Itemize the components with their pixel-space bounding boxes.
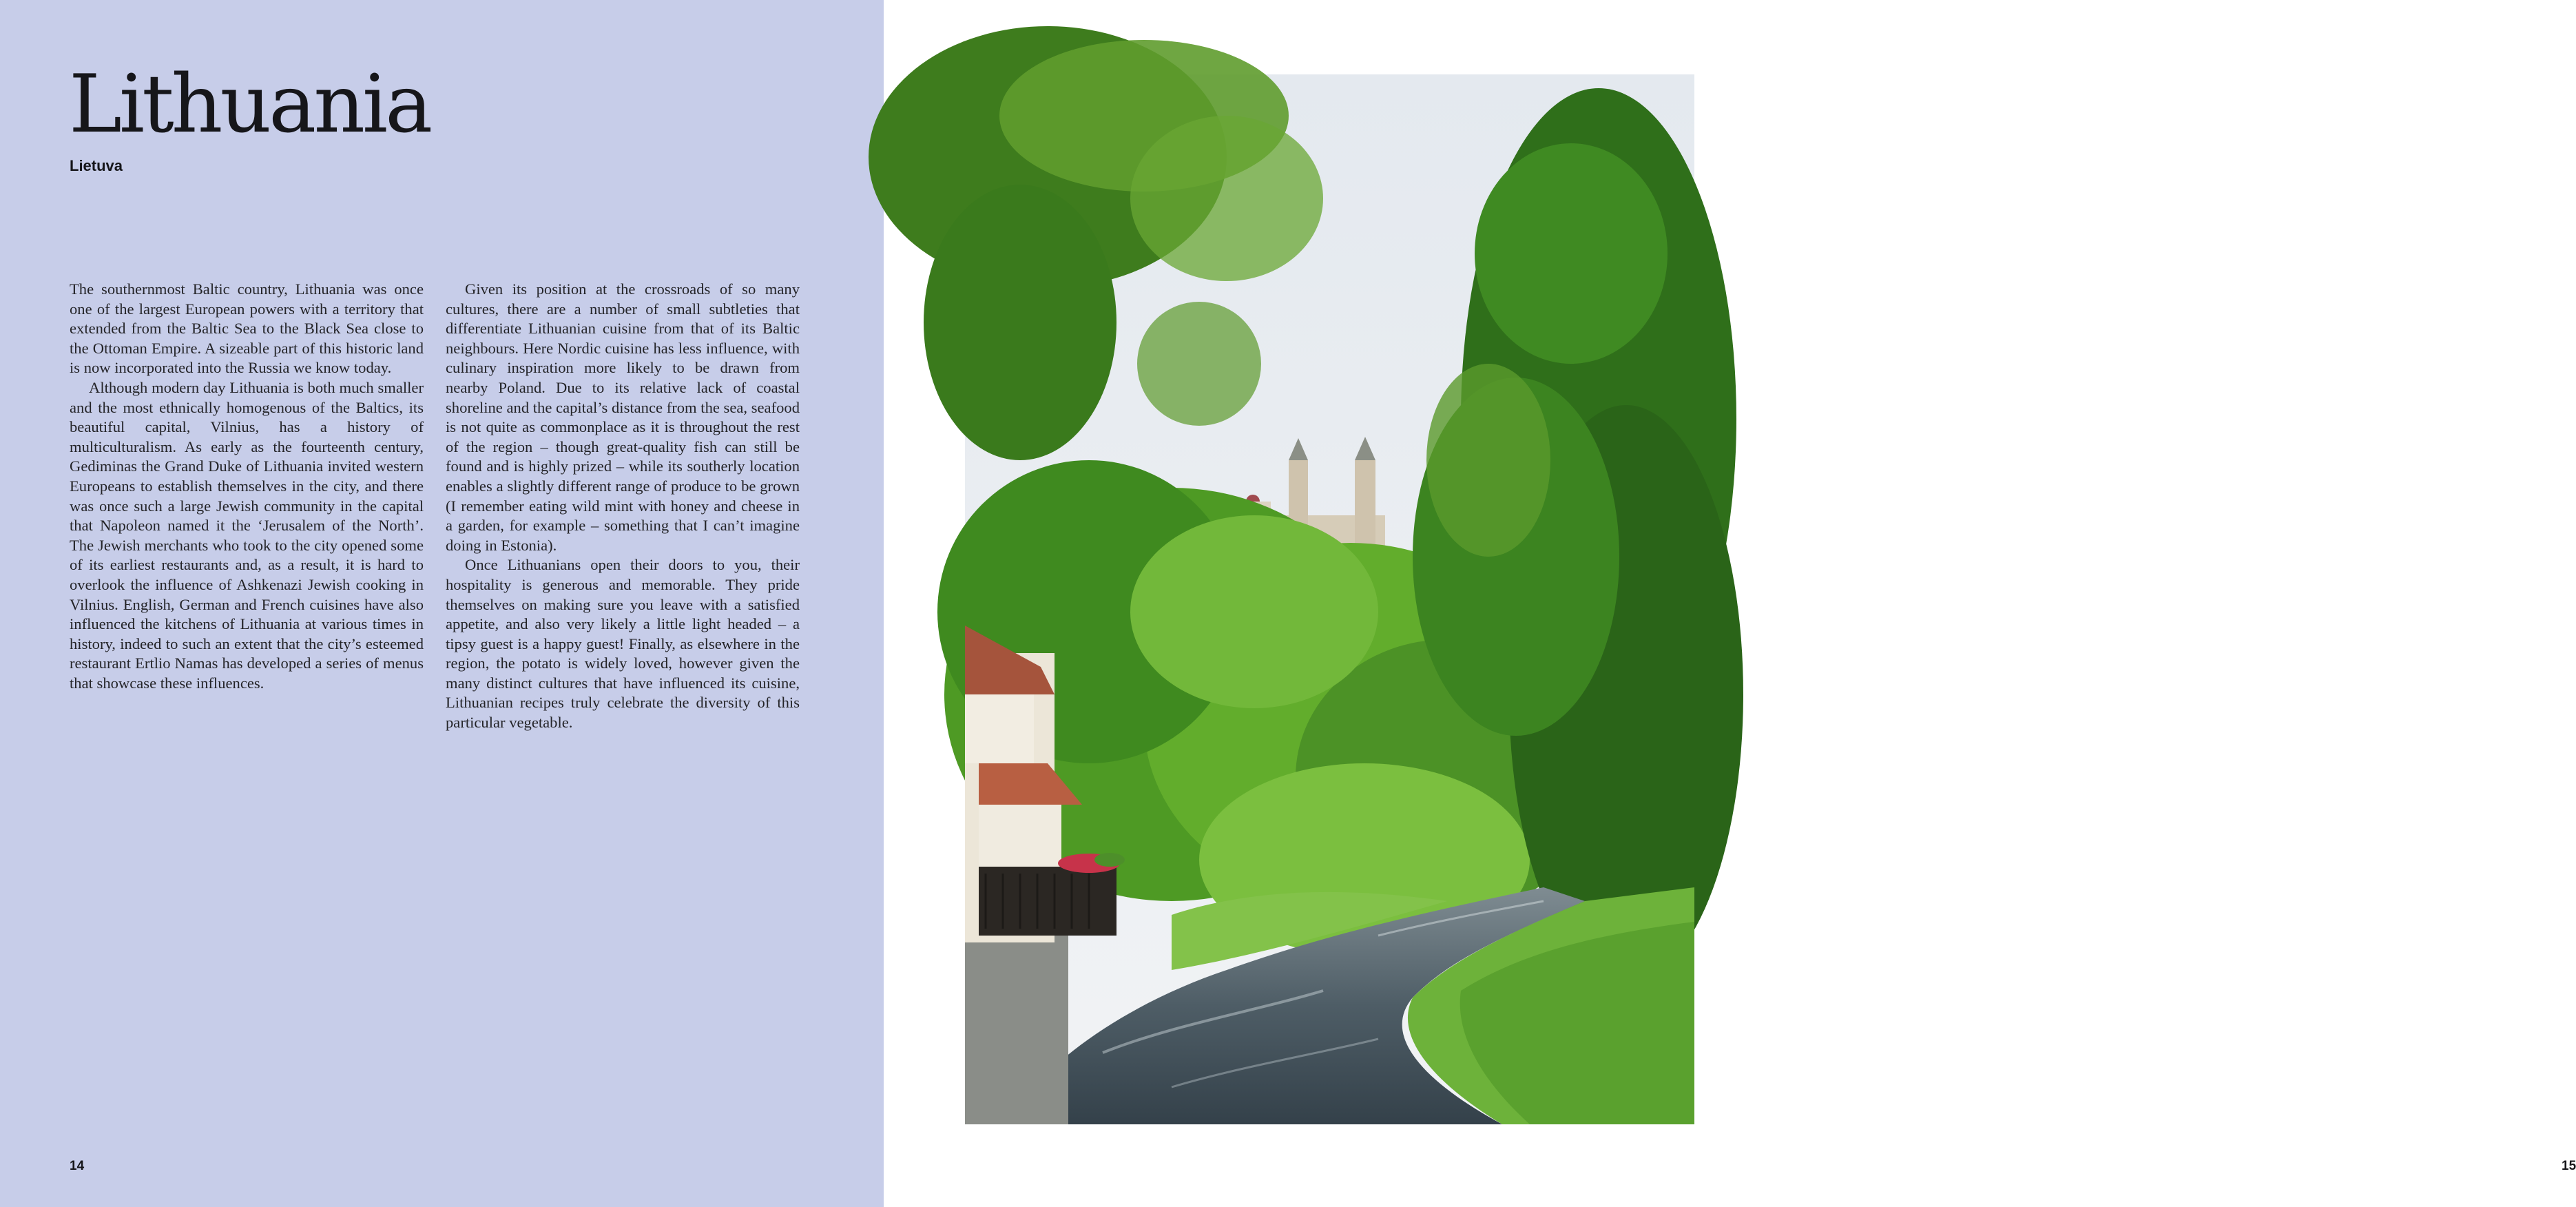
text-column-1 <box>70 280 424 693</box>
paragraph: The southernmost Baltic country, Lithuania was once one of the largest European powers with a territory that extended from the Baltic Sea to the Black Sea close to the Ottoman Empire. A sizeable part of this historic land is now incorporated into the Russia we know today. <box>70 280 424 377</box>
paragraph: Once Lithuanians open their doors to you, their hospitality is generous and memorable. They pride themselves on making sure you leave with a satisfied appetite, and also very likely a little light headed – a tipsy guest is a happy guest! Finally, as elsewhere in the region, the potato is widely loved, however given the many distinct cultures that have influenced its cuisine, Lithuanian recipes truly celebrate the diversity of this particular vegetable. <box>446 556 800 732</box>
page-number-left: 14 <box>70 1159 85 1173</box>
river-town-photo <box>965 74 1694 1124</box>
paragraph: Given its position at the crossroads of so many cultures, there are a number of small subtleties that differentiate Lithuanian cuisine from that of its Baltic neighbours. Here Nordic cuisine has less influence, with culinary inspiration more likely to be drawn from nearby Poland. Due to its relative lack of coastal shoreline and the capital’s distance from the sea, seafood is not quite as commonplace as it is throughout the rest of the region – though great-quality fish can still be found and is highly prized – while its southerly location enables a slightly different range of produce to be grown (I remember eating wild mint with honey and cheese in a garden, for example – something that I can’t imagine doing in Estonia). <box>446 280 800 554</box>
paragraph: Although modern day Lithuania is both much smaller and the most ethnically homogenous of the Baltics, its beautiful capital, Vilnius, has a history of multiculturalism. As early as the fourteenth century, Gediminas the Grand Duke of Lithuania invited western Europeans to establish themselves in the city, and there was once such a large Jewish community in the capital that Napoleon named it the ‘Jerusalem of the North’. The Jewish merchants who took to the city opened some of its earliest restaurants and, as a result, it is hard to overlook the influence of Ashkenazi Jewish cooking in Vilnius. English, German and French cuisines have also influenced the kitchens of Lithuania at various times in history, indeed to such an extent that the city’s esteemed restaurant Ertlio Namas has developed a series of menus that showcase these influences. <box>70 378 424 692</box>
left-page <box>0 0 884 1207</box>
page-title: Lithuania <box>69 58 430 151</box>
page-number-right: 15 <box>2562 1159 2576 1173</box>
text-column-2 <box>446 280 800 733</box>
page-subtitle: Lietuva <box>70 157 123 174</box>
